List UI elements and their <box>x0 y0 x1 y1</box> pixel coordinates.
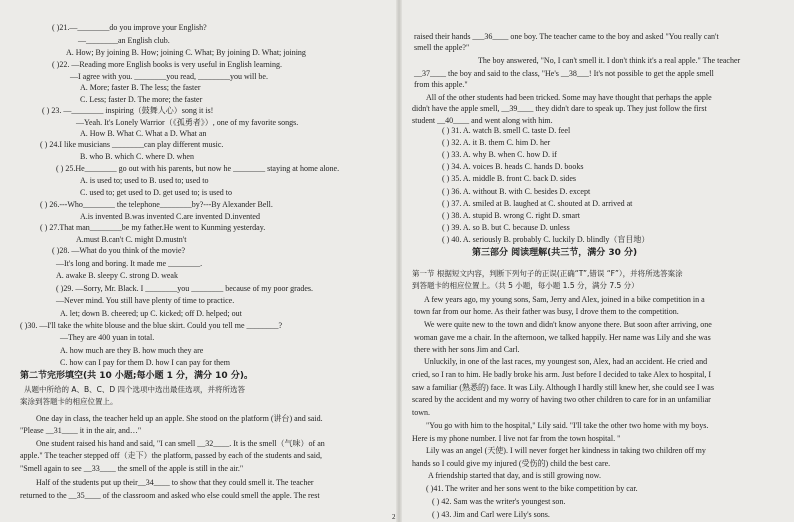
right-line-25: woman gave me a chair. In the afternoon, we talked happily. Her name was Lily and she was <box>414 333 711 342</box>
right-line-29: saw a familiar (熟悉的) face. It was Lily. Although I hardly still knew her, she could see I was <box>412 383 714 392</box>
left-line-14: A. is used to; used to B. used to; used to <box>80 176 209 185</box>
left-line-9: —Yeah. It's Lonely Warrior（《孤勇者》）, one of my favorite songs. <box>76 118 299 127</box>
right-line-3: The boy answered, "No, I can't smell it. I don't think it's a real apple." The teacher <box>478 56 741 65</box>
left-line-22: A. awake B. sleepy C. strong D. weak <box>56 271 178 280</box>
right-line-4: __37____ the boy and said to the class, "He's __38___! It's not possible to get the apple smell <box>414 69 714 78</box>
right-line-2: smell the apple?" <box>414 43 470 52</box>
right-line-18: ( ) 40. A. seriously B. probably C. luckily D. blindly（盲目地） <box>442 235 650 244</box>
left-line-19: A.must B.can't C. might D.mustn't <box>76 235 187 244</box>
left-line-34: "Please __31____ it in the air, and…" <box>20 426 142 435</box>
left-line-36: apple." The teacher stepped off（走下）the platform, passed by each of the students and said, <box>20 451 322 460</box>
right-line-35: hands so I could give my injured (受伤的) child the best care. <box>412 459 611 468</box>
right-line-20: 第一节 根据短文内容，判断下列句子的正误(正确“T”,错误 “F”），并将所选答案涂 <box>412 269 683 278</box>
left-line-21: —It's long and boring. It made me ________. <box>56 259 203 268</box>
left-line-23: ( )29. —Sorry, Mr. Black. I ________you ________ because of my poor grades. <box>56 284 313 293</box>
right-line-39: ( ) 43. Jim and Carl were Lily's sons. <box>432 510 550 519</box>
left-line-11: ( ) 24.I like musicians ________can play different music. <box>40 140 224 149</box>
right-line-31: town. <box>412 408 430 417</box>
left-line-12: B. who B. which C. where D. when <box>80 152 194 161</box>
left-line-8: ( ) 23. —________ inspiring（鼓舞人心）song it is! <box>42 106 214 115</box>
right-line-26: there with her sons Jim and Carl. <box>414 345 520 354</box>
right-line-7: didn't have the apple smell, __39____ they didn't dare to speak up. They just follow the first <box>412 104 707 113</box>
left-line-35: One student raised his hand and said, "I can smell __32____. It is the smell（气味）of an <box>36 439 325 448</box>
left-line-7: C. Less; faster D. The more; the faster <box>80 95 203 104</box>
right-line-9: ( ) 31. A. watch B. smell C. taste D. feel <box>442 126 571 135</box>
left-line-16: ( ) 26.---Who________ the telephone________by?---By Alexander Bell. <box>40 200 273 209</box>
left-line-15: C. used to; get used to D. get used to; is used to <box>80 188 232 197</box>
right-line-11: ( ) 33. A. why B. when C. how D. if <box>442 150 557 159</box>
right-line-34: Lily was an angel (天使). I will never forget her kindness in taking two children off my <box>426 446 706 455</box>
right-line-16: ( ) 38. A. stupid B. wrong C. right D. smart <box>442 211 580 220</box>
left-line-10: A. How B. What C. What a D. What an <box>80 129 207 138</box>
right-line-8: student __40____ and went along with him. <box>412 116 553 125</box>
right-line-38: ( ) 42. Sam was the writer's youngest son. <box>432 497 566 506</box>
right-line-28: cried, so I ran to him. He badly broke his arm. Just before I decided to take Alex to hospital, I <box>412 370 712 379</box>
right-line-15: ( ) 37. A. smiled at B. laughed at C. shouted at D. arrived at <box>442 199 633 208</box>
right-line-17: ( ) 39. A. so B. but C. because D. unless <box>442 223 570 232</box>
left-line-20: ( )28. —What do you think of the movie? <box>52 246 186 255</box>
right-line-27: Unluckily, in one of the last races, my youngest son, Alex, had an accident. He cried and <box>424 357 708 366</box>
left-line-26: ( )30. —I'll take the white blouse and the blue skirt. Could you tell me ________? <box>20 321 283 330</box>
right-line-21: 到答题卡的相应位置上。（共 5 小题，每小题 1.5 分，满分 7.5 分） <box>412 281 639 290</box>
page-number: 2 <box>392 513 396 521</box>
right-line-23: town far from our home. As their father was busy, I drove them to the competition. <box>414 307 679 316</box>
page-fold <box>396 0 402 522</box>
left-line-25: A. let; down B. cheered; up C. kicked; off D. helped; out <box>60 309 242 318</box>
left-line-38: Half of the students put up their__34____ to show that they could smell it. The teacher <box>36 478 314 487</box>
left-line-4: ( )22. —Reading more English books is very useful in English learning. <box>52 60 282 69</box>
left-line-1: ( )21.—________do you improve your English? <box>52 23 207 32</box>
right-line-10: ( ) 32. A. it B. them C. him D. her <box>442 138 551 147</box>
right-line-1: raised their hands ___36____ one boy. The teacher came to the boy and asked "You really can't <box>414 32 719 41</box>
left-line-18: ( ) 27.That man________be my father.He went to Kunming yesterday. <box>40 223 266 232</box>
right-line-33: Here is my phone number. I live not far from the town hospital. " <box>412 434 621 443</box>
right-line-12: ( ) 34. A. voices B. heads C. hands D. books <box>442 162 584 171</box>
left-line-24: —Never mind. You still have plenty of time to practice. <box>56 296 235 305</box>
left-line-37: "Smell again to see __33____ the smell of the apple is still in the air." <box>20 464 244 473</box>
right-line-5: from this apple." <box>414 80 468 89</box>
left-line-30: 第二节完形填空(共 10 小题;每小题 1 分，满分 10 分)。 <box>20 371 253 381</box>
left-line-31: 从题中所给的 A、B、C、D 四个选项中选出最佳选项，并将所选答 <box>24 385 246 394</box>
right-line-22: A few years ago, my young sons, Sam, Jerry and Alex, joined in a bike competition in a <box>424 295 705 304</box>
right-line-30: scared by the accident and my worry of having two other children to care for in an unfamiliar <box>412 395 711 404</box>
right-line-24: We were quite new to the town and didn't know anyone there. But soon after arriving, one <box>424 320 712 329</box>
left-line-33: One day in class, the teacher held up an apple. She stood on the platform (讲台) and said. <box>36 414 323 423</box>
left-line-29: C. how can I pay for them D. how I can pay for them <box>60 358 230 367</box>
right-line-32: "You go with him to the hospital," Lily said. "I'll take the other two home with my boys. <box>426 421 709 430</box>
left-line-2: —________an English club. <box>78 36 170 45</box>
right-line-19: 第三部分 阅读理解(共三节，满分 30 分) <box>472 248 638 258</box>
left-line-6: A. More; faster B. The less; the faster <box>80 83 201 92</box>
left-line-3: A. How; By joining B. How; joining C. What; By joining D. What; joining <box>66 48 306 57</box>
left-line-27: —They are 400 yuan in total. <box>60 333 155 342</box>
right-line-36: A friendship started that day, and is still growing now. <box>428 471 601 480</box>
left-line-39: returned to the __35____ of the classroom and asked who else could smell the apple. The rest <box>20 491 320 500</box>
left-line-32: 案涂到答题卡的相应位置上。 <box>20 397 118 406</box>
right-line-37: ( )41. The writer and her sons went to the bike competition by car. <box>426 484 638 493</box>
right-line-14: ( ) 36. A. without B. with C. besides D. except <box>442 187 591 196</box>
left-line-17: A.is invented B.was invented C.are invented D.invented <box>80 212 260 221</box>
left-line-13: ( ) 25.He________ go out with his parents, but now he ________ staying at home alone. <box>56 164 340 173</box>
right-line-6: All of the other students had been tricked. Some may have thought that perhaps the apple <box>426 93 712 102</box>
left-line-28: A. how much are they B. how much they are <box>60 346 204 355</box>
left-line-5: —I agree with you. ________you read, ________you will be. <box>70 72 268 81</box>
right-line-13: ( ) 35. A. middle B. front C. back D. sides <box>442 174 576 183</box>
